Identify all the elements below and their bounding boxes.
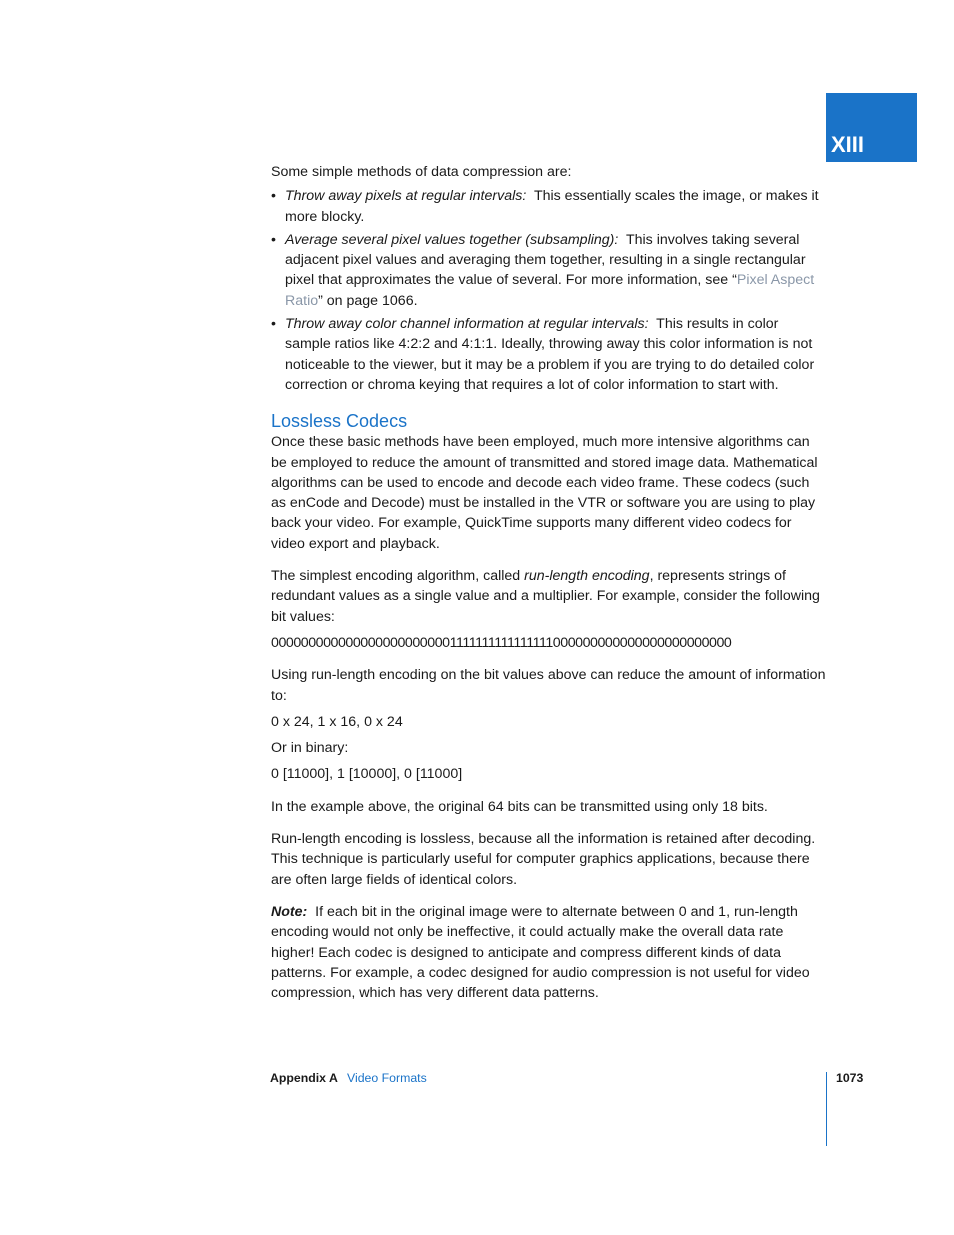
note: [271, 902, 827, 1003]
code-example: 0 [11000], 1 [10000], 0 [11000]: [271, 766, 463, 783]
paragraph: Or in binary:: [271, 740, 349, 757]
note-label: Note:: [271, 903, 308, 920]
bullet-text: This results in color sample ratios like 4:2:2 and 4:1:1. Ideally, throwing away this color information is not noticeable to the viewer, but it may be a problem if you are trying to do detailed color correction or chroma keying that requires a lot of color information to start with.: [285, 316, 815, 393]
bullet-text: This involves taking several adjacent pixel values and averaging them together, resulting in a single rectangular pixel that approximates the value of several. For more information, see “: [285, 231, 806, 289]
bullet-text: This essentially scales the image, or makes it more blocky.: [285, 188, 819, 225]
bullet-lead: Average several pixel values together (subsampling):: [285, 231, 619, 248]
paragraph: Once these basic methods have been employed, much more intensive algorithms can be employed to reduce the amount of transmitted and stored image data. Mathematical algorithms can be used to encode and decode each video frame. These codecs (such as enCode and Decode) must be installed in the VTR or software you are using to play back your video. For example, QuickTime supports many different video codecs for video export and playback.: [271, 434, 818, 552]
intro-text: Some simple methods of data compression are:: [271, 164, 572, 180]
paragraph: In the example above, the original 64 bits can be transmitted using only 18 bits.: [271, 798, 768, 815]
paragraph: Run-length encoding is lossless, because all the information is retained after decoding. This technique is particularly useful for computer graphics applications, because there are often large fields of identical colors.: [271, 831, 816, 888]
paragraph-text: , represents strings of redundant values as a single value and a multiplier. For example, consider the following bit values:: [271, 568, 820, 625]
bit-values: 0000000000000000000000001111111111111111000000000000000000000000: [271, 634, 732, 651]
appendix-label: Appendix A: [270, 1071, 338, 1085]
bullet-text-after: ” on page 1066.: [318, 292, 418, 309]
note-text: If each bit in the original image were to alternate between 0 and 1, run-length encoding would not only be ineffective, it could actually make the overall data rate higher! Each codec is designed to anticipate and compress different kinds of data patterns. For example, a codec designed for audio compression is not useful for video compression, which has very different data patterns.: [271, 903, 810, 1002]
bullet-icon: •: [271, 316, 276, 333]
term-emphasis: run-length encoding: [524, 568, 650, 585]
compression-methods-list: [271, 186, 827, 395]
bullet-lead: Throw away color channel information at regular intervals:: [285, 316, 649, 333]
bullet-icon: •: [271, 231, 276, 248]
chapter-number: XIII: [831, 132, 865, 157]
bullet-lead: Throw away pixels at regular intervals:: [285, 188, 527, 205]
page-footer: [270, 1071, 864, 1091]
code-example: 0 x 24, 1 x 16, 0 x 24: [271, 713, 403, 730]
page-body: [271, 162, 827, 1003]
section-heading: Lossless Codecs: [271, 411, 408, 432]
chapter-name-link[interactable]: Video Formats: [347, 1071, 427, 1085]
bullet-icon: •: [271, 188, 276, 205]
list-item: [271, 314, 827, 395]
page-number: 1073: [836, 1071, 864, 1085]
chapter-tab: [826, 93, 917, 162]
footer-divider: [826, 1072, 827, 1146]
paragraph-text: The simplest encoding algorithm, called: [271, 568, 525, 585]
list-item: [271, 230, 827, 311]
pixel-aspect-ratio-link[interactable]: Pixel Aspect Ratio: [285, 272, 815, 309]
paragraph: [271, 566, 827, 627]
list-item: [271, 186, 827, 227]
paragraph: Using run-length encoding on the bit values above can reduce the amount of information to:: [271, 667, 826, 704]
